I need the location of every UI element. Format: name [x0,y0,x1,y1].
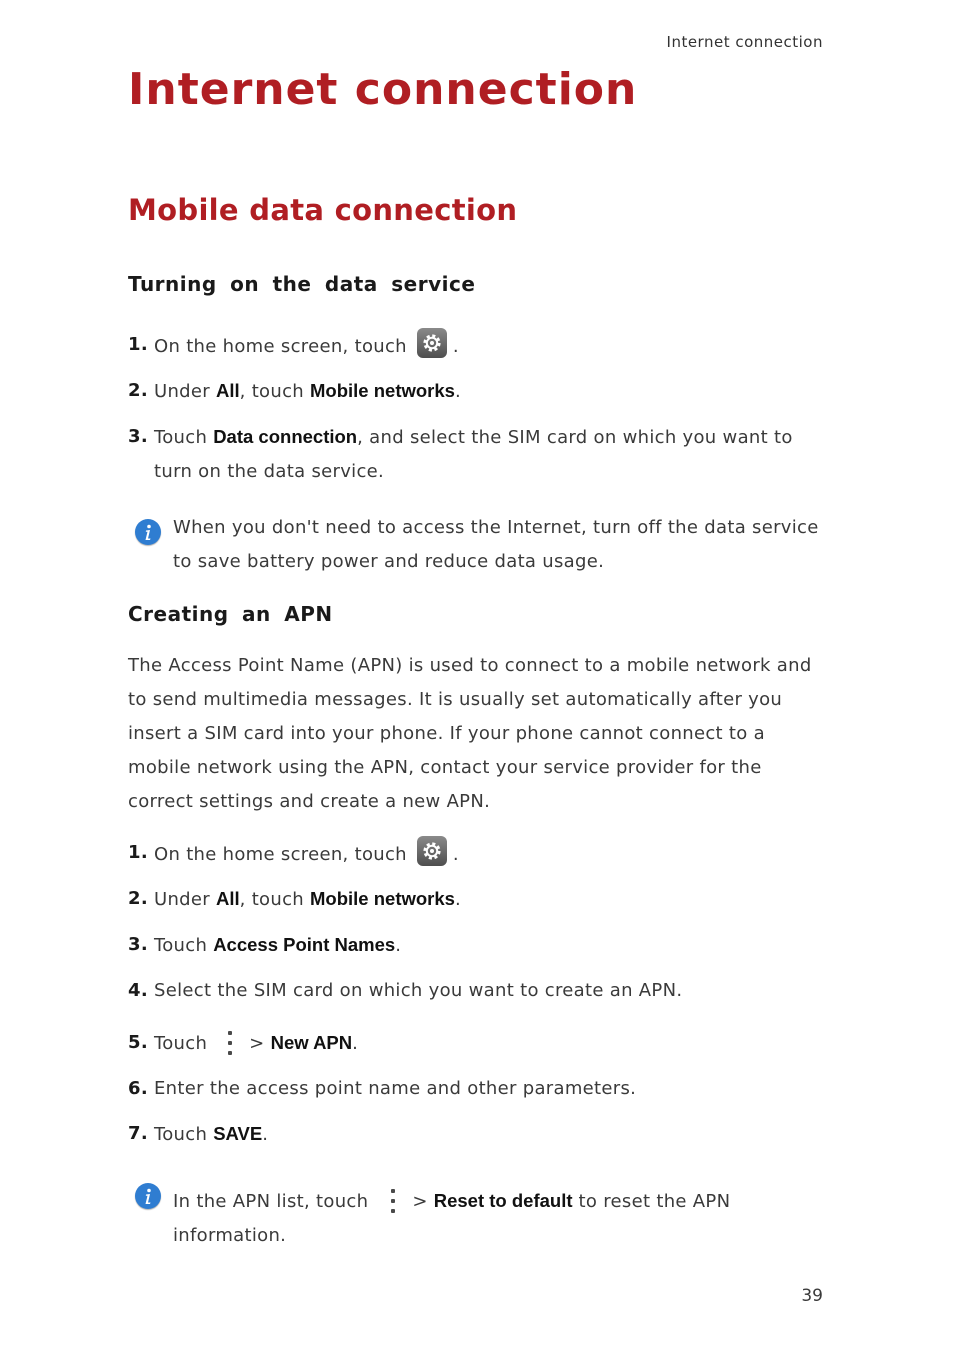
list-item: 5. Touch > New APN. [128,1026,828,1061]
note-text: In the APN list, touch > Reset to default to reset the APN information. [173,1184,833,1253]
running-header: Internet connection [666,33,823,51]
list-item: 1. On the home screen, touch . [128,836,828,872]
more-vertical-icon [386,1187,400,1215]
page-number: 39 [801,1286,823,1306]
chapter-title: Internet connection [128,64,638,115]
list-item: 1. On the home screen, touch . [128,328,828,364]
list-item: 2. Under All, touch Mobile networks. [128,380,461,402]
section-title: Mobile data connection [128,193,518,227]
list-item: 7. Touch SAVE. [128,1123,269,1145]
list-item: 2. Under All, touch Mobile networks. [128,888,461,910]
subsection-title-create-apn: Creating an APN [128,602,333,626]
more-vertical-icon [223,1029,237,1057]
list-item: 6. Enter the access point name and other parameters. [128,1078,637,1099]
settings-gear-icon [417,328,447,358]
note-text: When you don't need to access the Internet, turn off the data service to save battery power and reduce data usage. [173,517,819,572]
info-icon [135,519,161,545]
apn-paragraph: The Access Point Name (APN) is used to connect to a mobile network and to send multimedia messages. It is usually set automatically after you insert a SIM card into your phone. If your phone cannot connect to a mobile network using the APN, contact your service provider for the correct settings and create a new APN. [128,655,812,812]
list-item: 4. Select the SIM card on which you want to create an APN. [128,980,683,1001]
info-icon [135,1183,161,1209]
list-item: 3. Touch Access Point Names. [128,934,402,956]
list-item: 3. Touch Data connection, and select the SIM card on which you want to turn on the data service. [128,426,793,482]
settings-gear-icon [417,836,447,866]
subsection-title-data-service: Turning on the data service [128,272,476,296]
